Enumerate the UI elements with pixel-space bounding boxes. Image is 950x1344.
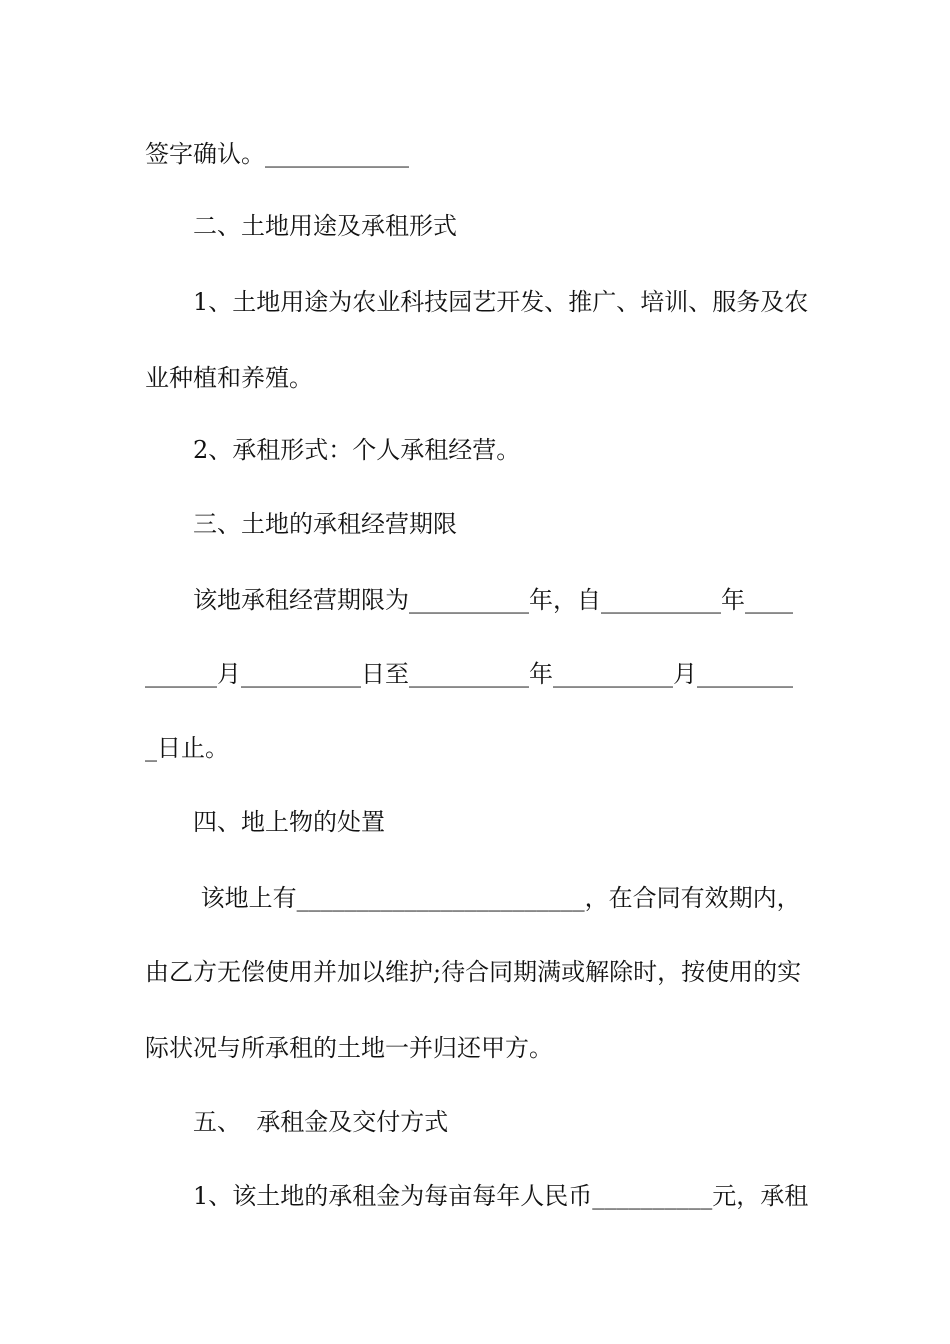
paragraph-line: 2、承租形式：个人承租经营。 <box>193 436 521 464</box>
paragraph-line: ______月__________日至__________年__________月________ <box>145 660 793 688</box>
paragraph-line: 该地承租经营期限为__________年，自__________年____ <box>193 586 793 614</box>
paragraph-line: 由乙方无偿使用并加以维护;待合同期满或解除时，按使用的实 <box>145 958 802 986</box>
section-heading: 二、土地用途及承租形式 <box>193 212 457 240</box>
paragraph-line: 1、该土地的承租金为每亩每年人民币__________元，承租 <box>193 1182 809 1210</box>
paragraph-line: 际状况与所承租的土地一并归还甲方。 <box>145 1034 553 1062</box>
paragraph-line: _日止。 <box>145 734 229 762</box>
paragraph-line: 签字确认。____________ <box>145 140 409 168</box>
paragraph-line: 该地上有________________________，在合同有效期内， <box>193 884 801 912</box>
paragraph-line: 业种植和养殖。 <box>145 364 313 392</box>
section-heading: 三、土地的承租经营期限 <box>193 510 457 538</box>
paragraph-line: 1、土地用途为农业科技园艺开发、推广、培训、服务及农 <box>193 288 809 316</box>
section-heading: 四、地上物的处置 <box>193 808 385 836</box>
section-heading: 五、 承租金及交付方式 <box>193 1108 449 1136</box>
